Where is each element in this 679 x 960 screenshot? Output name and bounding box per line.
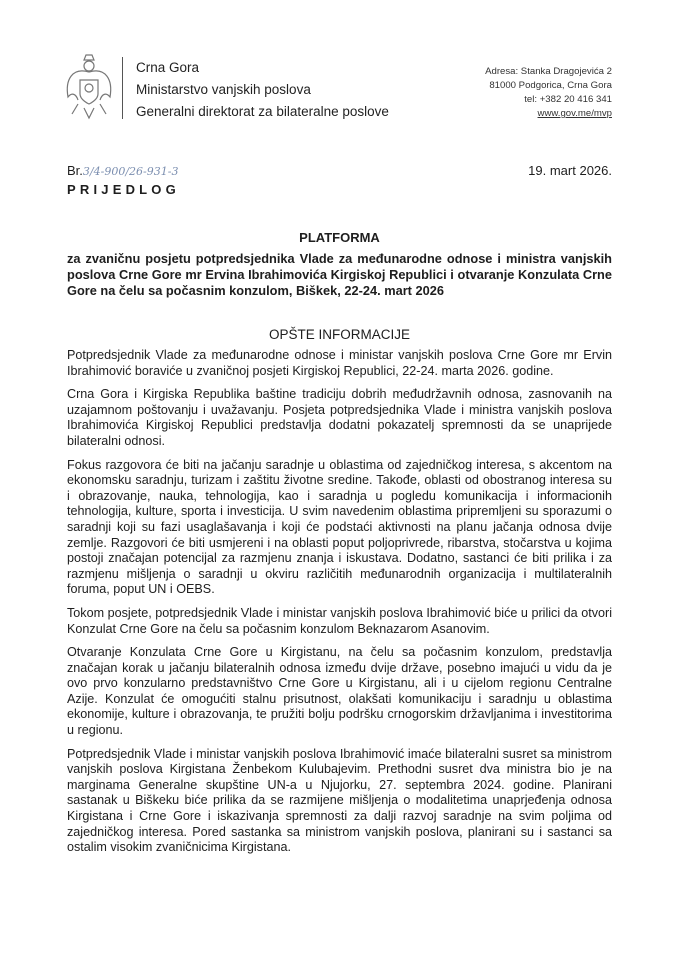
address-phone: tel: +382 20 416 341: [524, 94, 612, 105]
section-heading: OPŠTE INFORMACIJE: [268, 327, 410, 342]
document-body: [67, 348, 612, 864]
document-subtitle: za zvaničnu posjetu potpredsjednika Vlade za međunarodne odnose i ministra vanjskih poslova Crne Gore mr Ervina Ibrahimovića Kirgiskoj Republici i otvaranje Konzulata Crne Gore na čelu sa počasnim konzulom, Biškek, 22-24. mart 2026: [67, 251, 612, 298]
paragraph: Tokom posjete, potpredsjednik Vlade i ministar vanjskih poslova Ibrahimović biće u prilici da otvori Konzulat Crne Gore na čelu sa počasnim konzulom Beknazarom Asanovim.: [67, 605, 612, 636]
document-date: 19. mart 2026.: [528, 163, 612, 178]
reference-prefix: Br.: [67, 163, 83, 178]
address-website-link[interactable]: www.gov.me/mvp: [537, 108, 612, 119]
address-street: Adresa: Stanka Dragojevića 2: [485, 66, 612, 77]
paragraph: Otvaranje Konzulata Crne Gore u Kirgistanu, na čelu sa počasnim konzulom, predstavlja značajan korak u jačanju bilateralnih odnosa između dvije države, posebno imajući u vidu da je ovo prvo konzularno predstavništvo Crne Gore u Kirgistanu, ali i u cijelom regionu Centralne Azije. Konzulat će omogućiti stalnu prisutnost, olakšati komunikaciju i saradnju u oblastima ekonomije, kulture i obrazovanja, te pružiti bolju podršku crnogorskim državljanima i investitorima u regionu.: [67, 645, 612, 738]
paragraph: Potpredsjednik Vlade za međunarodne odnose i ministar vanjskih poslova Crne Gore mr Ervin Ibrahimović boraviće u zvaničnoj posjeti Kirgiskoj Republici, 22-24. marta 2026. godine.: [67, 348, 612, 378]
header-directorate: Generalni direktorat za bilateralne poslove: [136, 104, 389, 119]
coat-of-arms-logo: [62, 52, 116, 122]
header-divider: [122, 57, 123, 119]
paragraph: Crna Gora i Kirgiska Republika baštine tradiciju dobrih međudržavnih odnosa, zasnovanih na uzajamnom poštovanju i uvažavanju. Posjeta potpredsjednika Vlade i ministra vanjskih poslova Ibrahimovića Kirgiskoj Republici predstavlja dodatni pokazatelj spremnosti da se unaprijede bilateralni odnosi.: [67, 387, 612, 448]
address-city: 81000 Podgorica, Crna Gora: [489, 80, 612, 91]
handwritten-reference: 3/4-900/26-931-3: [82, 165, 179, 178]
reference-number: [67, 163, 178, 178]
document-label: PRIJEDLOG: [67, 182, 180, 197]
paragraph: Fokus razgovora će biti na jačanju saradnje u oblastima od zajedničkog interesa, s akcentom na ekonomsku saradnju, turizam i zaštitu životne sredine. Takođe, oblasti od obostranog interesa su i obrazovanje, nauka, tehnologija, kao i saradnja u pogledu komunikacija i informacionih tehnologija, kulture, sporta i investicija. U svim navedenim oblastima pripremljeni su sporazumi o saradnji koji su fazi usaglašavanja i koji će podstaći aktivnosti na planu jačanja odnosa dvije zemlje. Razgovori će biti usmjereni i na oblasti poput poljoprivrede, ribarstva, stočarstva u kojima postoji značajan potencijal za razmjenu znanja i iskustava. Dodatno, sastanci će biti prilika i za razmjenu mišljenja o saradnji u okviru različitih međunarodnih organizacija i multilateralnih foruma, poput UN i OEBS.: [67, 457, 612, 597]
header-country: Crna Gora: [136, 60, 200, 75]
paragraph: Potpredsjednik Vlade i ministar vanjskih poslova Ibrahimović imaće bilateralni susret sa ministrom vanjskih poslova Kirgistana Ženbekom Kulubajevim. Prethodni susret dva ministra bio je na marginama Generalne skupštine UN-a u Njujorku, 27. septembra 2024. godine. Planirani sastanak u Biškeku biće prilika da se razmijene mišljenja o modalitetima unaprjeđenja odnosa Kirgistana i Crne Gore i iskazivanja spremnosti za dalji razvoj saradnje na svim poljima od zajedničkog interesa. Pored sastanka sa ministrom vanjskih poslova, planirani su i sastanci sa ostalim visokim zvaničnicima Kirgistana.: [67, 746, 612, 855]
document-title: PLATFORMA: [299, 230, 380, 245]
header-ministry: Ministarstvo vanjskih poslova: [136, 82, 311, 97]
